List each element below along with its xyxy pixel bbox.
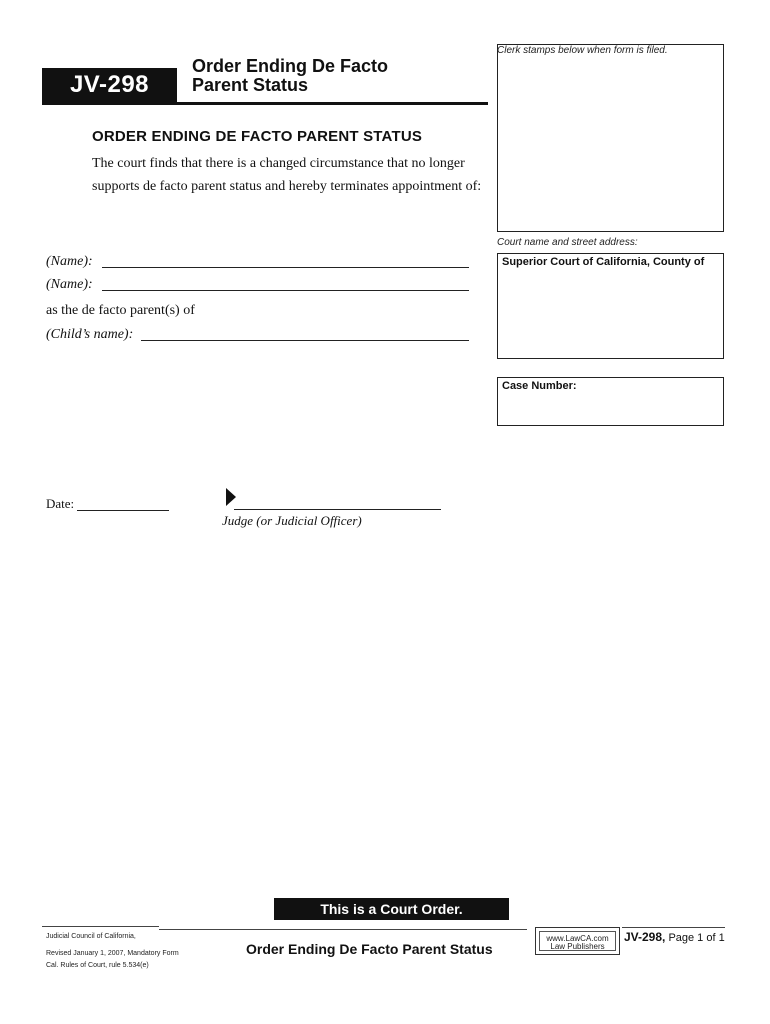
page-number: Page 1 of 1 (668, 932, 725, 944)
court-address-note: Court name and street address: (497, 237, 638, 248)
publisher-stamp-inner (539, 931, 616, 951)
publisher-url: www.LawCA.com (546, 934, 609, 943)
court-finding-text (92, 152, 492, 198)
page-reference (624, 930, 725, 944)
name-field-1[interactable] (102, 267, 469, 268)
finding-line-2: supports de facto parent status and hereby terminates appointment of: (92, 179, 482, 194)
judge-label: Judge (or Judicial Officer) (222, 513, 362, 528)
form-title-line1: Order Ending De Facto (192, 56, 389, 76)
clerk-stamp-box (497, 44, 724, 232)
as-parent-text: as the de facto parent(s) of (46, 303, 195, 318)
form-id-badge: JV-298 (42, 68, 177, 102)
court-name-field[interactable] (497, 253, 724, 359)
section-heading: ORDER ENDING DE FACTO PARENT STATUS (92, 128, 423, 145)
judge-signature-field[interactable] (234, 509, 441, 510)
signature-arrow-icon (226, 488, 236, 506)
child-name-field[interactable] (141, 340, 469, 341)
council-line-3: Cal. Rules of Court, rule 5.534(e) (46, 962, 149, 969)
child-name-label: (Child’s name): (46, 327, 134, 342)
publisher-name: Law Publishers (550, 942, 605, 951)
header-divider (42, 102, 488, 105)
form-title-line2: Parent Status (192, 75, 309, 95)
name-label-2: (Name): (46, 277, 93, 292)
name-label-1: (Name): (46, 254, 93, 269)
footer-form-title: Order Ending De Facto Parent Status (246, 941, 493, 957)
page-form-id: JV-298, (624, 930, 666, 944)
footer-divider-main (159, 929, 527, 930)
finding-line-1: The court finds that there is a changed circumstance that no longer (92, 156, 465, 171)
date-field[interactable] (77, 510, 169, 511)
council-line-2: Revised January 1, 2007, Mandatory Form (46, 950, 179, 957)
publisher-stamp (535, 927, 620, 955)
name-field-2[interactable] (102, 290, 469, 291)
form-title (192, 57, 422, 95)
date-label: Date: (46, 496, 75, 511)
council-line-1: Judicial Council of California, (46, 933, 136, 940)
court-order-banner: This is a Court Order. (274, 898, 509, 920)
court-name-label: Superior Court of California, County of (502, 256, 705, 268)
footer-divider-left (42, 926, 159, 927)
footer-divider-right (622, 927, 725, 928)
clerk-note: Clerk stamps below when form is filed. (497, 45, 668, 56)
case-number-field[interactable] (497, 377, 724, 426)
case-number-label: Case Number: (502, 380, 577, 392)
